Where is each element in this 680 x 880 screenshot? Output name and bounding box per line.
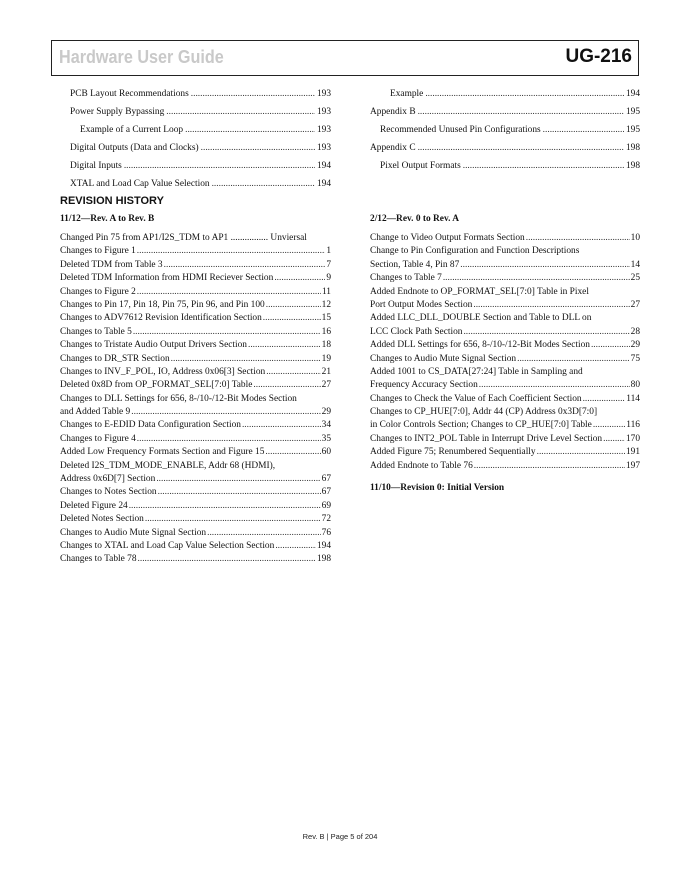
revision-entry	[60, 500, 331, 513]
leader-dots	[185, 121, 315, 139]
revision-entry-text: Deleted TDM Information from HDMI Reciever Section	[60, 273, 274, 284]
leader-dots	[474, 460, 625, 473]
leader-dots	[138, 553, 316, 566]
leader-dots	[131, 406, 320, 419]
revision-entry-text: Changes to Figure 1	[60, 246, 136, 257]
leader-dots	[191, 85, 315, 103]
revision-entry-text: Change to Pin Configuration and Function Descriptions	[370, 246, 580, 257]
leader-dots	[133, 326, 321, 339]
toc-entry[interactable]	[60, 103, 331, 121]
revision-entry-text: Added DLL Settings for 656, 8-/10-/12-Bit Modes Section	[370, 340, 590, 351]
revision-entry-text: Port Output Modes Section	[370, 299, 473, 310]
leader-dots	[242, 419, 321, 432]
toc-entry[interactable]	[370, 157, 640, 175]
toc-left-column	[60, 85, 331, 193]
leader-dots	[158, 486, 321, 499]
revision-entry-page: 18	[321, 340, 331, 351]
revision-entry	[370, 406, 640, 433]
revision-entry-page: 69	[321, 500, 331, 511]
revision-entry	[370, 433, 640, 446]
toc-entry-title: Example	[390, 89, 424, 99]
toc-entry-title: Digital Inputs	[70, 161, 122, 171]
toc-entry-page: 194	[316, 161, 331, 171]
revision-entry-text: Changes to Table 7	[370, 273, 442, 284]
revision-entry	[370, 393, 640, 406]
toc-entry[interactable]	[60, 157, 331, 175]
revision-entry	[370, 366, 640, 393]
leader-dots	[460, 259, 629, 272]
leader-dots	[166, 103, 315, 121]
revision-entry	[370, 286, 640, 313]
revision-entry-text: Added 1001 to CS_DATA[27:24] Table in Sampling and	[370, 366, 583, 377]
guide-title: Hardware User Guide	[59, 47, 224, 67]
leader-dots	[137, 433, 321, 446]
revision-entry-text: Added LLC_DLL_DOUBLE Section and Table to DLL on	[370, 313, 592, 324]
revision-entry	[370, 232, 640, 245]
revision-entry	[60, 245, 331, 258]
revision-entry	[370, 353, 640, 366]
revision-entry-page: 27	[321, 380, 331, 391]
revision-entry-page: 67	[321, 474, 331, 485]
revision-entry	[60, 272, 331, 285]
toc-entry-page: 195	[625, 107, 640, 117]
revision-entry-text: Changes to Table 78	[60, 554, 137, 565]
revision-entry-page: 194	[316, 540, 331, 551]
leader-dots	[129, 500, 321, 513]
revision-entry-text: Changes to Audio Mute Signal Section	[60, 527, 207, 538]
revision-entry	[370, 339, 640, 352]
leader-dots	[171, 353, 321, 366]
revision-entry-page: 29	[321, 407, 331, 418]
toc-entry[interactable]	[370, 85, 640, 103]
toc-entry-page: 193	[316, 125, 331, 135]
leader-dots	[274, 272, 325, 285]
toc-entry-title: Pixel Output Formats	[380, 161, 461, 171]
toc-entry-title: Appendix C	[370, 143, 416, 153]
leader-dots	[265, 446, 320, 459]
leader-dots	[275, 540, 316, 553]
rev-a-section	[370, 213, 640, 501]
revision-entry-text: Change to Video Output Formats Section	[370, 233, 525, 243]
toc-entry-page: 193	[316, 143, 331, 153]
revision-entry	[60, 353, 331, 366]
revision-entry	[60, 393, 331, 420]
revision-entry-page: 15	[321, 313, 331, 324]
revision-entry-text: Changes to Figure 2	[60, 286, 136, 297]
revision-entry-page: 72	[321, 514, 331, 525]
toc-entry[interactable]	[60, 85, 331, 103]
revision-entry-text: Added Endnote to Table 76	[370, 460, 473, 471]
revision-entry-text: Deleted Notes Section	[60, 514, 144, 525]
revision-entry-text: Deleted 0x8D from OP_FORMAT_SEL[7:0] Table	[60, 380, 253, 391]
revision-entry-page: 10	[630, 233, 640, 243]
revision-entry	[60, 446, 331, 459]
revision-entry-text: and Added Table 9	[60, 407, 131, 418]
revision-entry-page: 67	[321, 487, 331, 498]
revision-entry-page: 114	[626, 393, 640, 404]
revision-entry-page: 29	[630, 340, 640, 351]
revision-entry-text: Frequency Accuracy Section	[370, 380, 478, 391]
rev-a-entries	[370, 232, 640, 473]
toc-entry[interactable]	[370, 139, 640, 157]
revision-entry	[60, 527, 331, 540]
revision-entry-text: Changes to INT2_POL Table in Interrupt Drive Level Section	[370, 433, 603, 444]
rev-a-title: 2/12—Rev. 0 to Rev. A	[370, 214, 460, 224]
leader-dots	[266, 299, 321, 312]
revision-entry-page: 191	[625, 447, 640, 458]
toc-entry-title: XTAL and Load Cap Value Selection	[70, 179, 210, 189]
revision-entry	[60, 419, 331, 432]
revision-entry	[370, 245, 640, 272]
revision-entry	[60, 379, 331, 392]
revision-entry-page: 16	[321, 326, 331, 337]
leader-dots	[425, 85, 624, 103]
leader-dots	[543, 121, 624, 139]
revision-entry	[60, 326, 331, 339]
revision-entry-text: Changes to Figure 4	[60, 433, 136, 444]
revision-entry	[60, 232, 331, 245]
revision-entry-page: 7	[326, 259, 331, 270]
revision-entry-text: LCC Clock Path Section	[370, 326, 463, 337]
revision-entry-text: Changes to DLL Settings for 656, 8-/10-/12-Bit Modes Section	[60, 393, 297, 404]
revision-entry-text: Changes to ADV7612 Revision Identification Section	[60, 313, 262, 324]
toc-entry-title: Digital Outputs (Data and Clocks)	[70, 143, 199, 153]
revision-entry-text: Deleted TDM from Table 3	[60, 259, 163, 270]
toc-entry-page: 198	[625, 161, 640, 171]
toc-right-column	[370, 85, 640, 175]
toc-entry[interactable]	[60, 139, 331, 157]
leader-dots	[145, 513, 321, 526]
revision-entry-page: 198	[316, 554, 331, 565]
leader-dots	[207, 527, 321, 540]
revision-entry	[60, 259, 331, 272]
toc-entry-title: PCB Layout Recommendations	[70, 89, 189, 99]
revision-entry-text: Changes to Tristate Audio Output Drivers Section	[60, 340, 247, 351]
revision-entry	[60, 286, 331, 299]
toc-entry-page: 194	[316, 179, 331, 189]
leader-dots	[418, 139, 624, 157]
revision-entry-text: Changes to Notes Section	[60, 487, 157, 498]
revision-entry-text: in Color Controls Section; Changes to CP_HUE[7:0] Table	[370, 420, 592, 431]
revision-entry	[370, 272, 640, 285]
revision-entry-page: 9	[326, 273, 331, 284]
revision-entry	[60, 299, 331, 312]
toc-entry-title: Appendix B	[370, 107, 416, 117]
leader-dots	[137, 286, 321, 299]
revision-entry-text: Changes to Audio Mute Signal Section	[370, 353, 517, 364]
leader-dots	[137, 245, 326, 258]
leader-dots	[473, 299, 629, 312]
leader-dots	[253, 379, 320, 392]
leader-dots	[583, 393, 626, 406]
leader-dots	[603, 433, 625, 446]
revision-entry	[60, 433, 331, 446]
page-header	[51, 40, 639, 76]
revision-entry-page: 12	[321, 299, 331, 310]
revision-entry	[60, 553, 331, 566]
rev-b-title: 11/12—Rev. A to Rev. B	[60, 214, 155, 224]
revision-entry	[60, 460, 331, 487]
revision-entry-text: Section, Table 4, Pin 87	[370, 259, 460, 270]
toc-entry-page: 193	[316, 107, 331, 117]
rev-b-entries	[60, 232, 331, 567]
revision-entry	[60, 513, 331, 526]
rev-b-section	[60, 213, 331, 567]
revision-entry	[60, 339, 331, 352]
leader-dots	[479, 379, 630, 392]
revision-entry	[60, 366, 331, 379]
revision-entry-text: Added Low Frequency Formats Section and Figure 15	[60, 447, 265, 458]
revision-entry-text: Deleted I2S_TDM_MODE_ENABLE, Addr 68 (HDMI),	[60, 460, 276, 471]
revision-entry-page: 11	[321, 286, 331, 297]
revision-entry-text: Changed Pin 75 from AP1/I2S_TDM to AP1 ................ Unviersal	[60, 233, 307, 243]
leader-dots	[212, 175, 315, 193]
revision-entry-text: Changes to DR_STR Section	[60, 353, 170, 364]
revision-entry-page: 1	[326, 246, 331, 257]
leader-dots	[124, 157, 315, 175]
revision-entry	[60, 540, 331, 553]
revision-entry-page: 14	[630, 259, 640, 270]
toc-entry-title: Recommended Unused Pin Configurations	[380, 125, 541, 135]
leader-dots	[263, 312, 321, 325]
leader-dots	[443, 272, 630, 285]
revision-entry-page: 35	[321, 433, 331, 444]
revision-entry	[60, 312, 331, 325]
leader-dots	[517, 353, 630, 366]
toc-entry-title: Power Supply Bypassing	[70, 107, 165, 117]
leader-dots	[418, 103, 624, 121]
page-footer: Rev. B | Page 5 of 204	[302, 832, 378, 841]
toc-entry[interactable]	[370, 121, 640, 139]
revision-entry-page: 80	[630, 380, 640, 391]
toc-entry-title: Example of a Current Loop	[80, 125, 184, 135]
revision-entry-page: 116	[626, 420, 640, 431]
leader-dots	[248, 339, 321, 352]
leader-dots	[266, 366, 320, 379]
revision-entry-page: 19	[321, 353, 331, 364]
revision-entry-text: Changes to E-EDID Data Configuration Section	[60, 420, 241, 431]
leader-dots	[593, 419, 625, 432]
revision-entry	[370, 312, 640, 339]
revision-entry	[370, 460, 640, 473]
leader-dots	[526, 232, 630, 245]
revision-entry-page: 60	[321, 447, 331, 458]
revision-entry-text: Changes to XTAL and Load Cap Value Selection Section	[60, 540, 275, 551]
toc-entry[interactable]	[370, 103, 640, 121]
toc-entry-page: 198	[625, 143, 640, 153]
toc-entry-page: 194	[625, 89, 640, 99]
document-id: UG-216	[565, 46, 632, 67]
toc-entry-page: 193	[316, 89, 331, 99]
leader-dots	[463, 326, 629, 339]
revision-history-heading: REVISION HISTORY	[60, 195, 164, 207]
revision-entry-text: Changes to CP_HUE[7:0], Addr 44 (CP) Address 0x3D[7:0]	[370, 407, 598, 418]
revision-entry-page: 25	[630, 273, 640, 284]
revision-entry-page: 76	[321, 527, 331, 538]
revision-entry-text: Address 0x6D[7] Section	[60, 474, 156, 485]
leader-dots	[156, 473, 320, 486]
revision-entry-page: 34	[321, 420, 331, 431]
revision-entry-text: Added Endnote to OP_FORMAT_SEL[7:0] Table in Pixel	[370, 286, 589, 297]
revision-entry-page: 75	[630, 353, 640, 364]
revision-entry-text: Deleted Figure 24	[60, 500, 128, 511]
leader-dots	[591, 339, 630, 352]
revision-entry-text: Changes to INV_F_POL, IO, Address 0x06[3] Section	[60, 366, 266, 377]
toc-entry[interactable]	[60, 121, 331, 139]
revision-entry-text: Changes to Pin 17, Pin 18, Pin 75, Pin 96, and Pin 100	[60, 299, 265, 310]
rev-0-title: 11/10—Revision 0: Initial Version	[370, 483, 505, 494]
revision-entry-page: 27	[630, 299, 640, 310]
leader-dots	[537, 446, 625, 459]
revision-entry	[370, 446, 640, 459]
revision-entry-text: Changes to Table 5	[60, 326, 132, 337]
leader-dots	[463, 157, 624, 175]
revision-entry-page: 28	[630, 326, 640, 337]
revision-entry-text: Added Figure 75; Renumbered Sequentially	[370, 447, 536, 458]
leader-dots	[164, 259, 326, 272]
toc-entry[interactable]	[60, 175, 331, 193]
leader-dots	[201, 139, 315, 157]
revision-entry-page: 21	[321, 366, 331, 377]
revision-entry-page: 197	[625, 460, 640, 471]
toc-entry-page: 195	[625, 125, 640, 135]
revision-entry	[60, 486, 331, 499]
revision-entry-text: Changes to Check the Value of Each Coefficient Section	[370, 393, 582, 404]
revision-entry-page: 170	[625, 433, 640, 444]
